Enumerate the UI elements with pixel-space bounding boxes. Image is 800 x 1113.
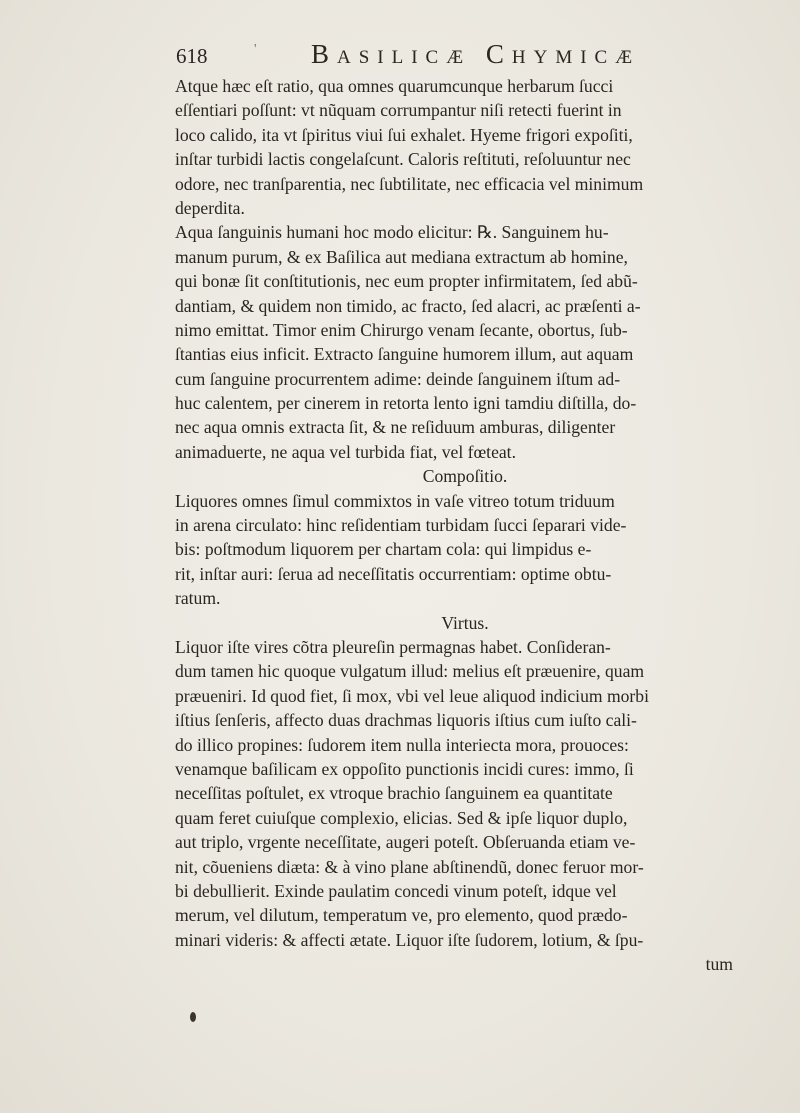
text-line: do illico propines: ſudorem item nulla interiecta mora, prouoces: — [175, 734, 629, 755]
text-line: præueniri. Id quod fiet, ſi mox, vbi vel leue aliquod indicium morbi — [175, 685, 649, 706]
text-line: minari videris: & affecti ætate. Liquor iſte ſudorem, lotium, & ſpu- — [175, 929, 644, 950]
text-line: rit, inſtar auri: ſerua ad neceſſitatis occurrentiam: optime obtu- — [175, 563, 612, 584]
page-header — [170, 36, 790, 76]
header-mark: ' — [254, 42, 257, 57]
text-line: Liquor iſte vires cõtra pleureſin permagnas habet. Conſideran- — [175, 636, 611, 657]
text-line: quam feret cuiuſque complexio, elicias. Sed & ipſe liquor duplo, — [175, 807, 628, 828]
running-title: Basilicæ Chymicæ — [311, 39, 641, 69]
text-line: loco calido, ita vt ſpiritus viui ſui exhalet. Hyeme frigori expoſiti, — [175, 124, 633, 145]
catchword: tum — [705, 954, 733, 975]
text-line: dum tamen hic quoque vulgatum illud: melius eſt præuenire, quam — [175, 661, 645, 682]
text-line: bis: poſtmodum liquorem per chartam cola: qui limpidus e- — [175, 539, 592, 560]
text-line: animaduerte, ne aqua vel turbida fiat, vel fœteat. — [175, 441, 516, 462]
text-line: nit, cõueniens diæta: & à vino plane abſtinendũ, donec feruor mor- — [175, 856, 644, 877]
text-line: odore, nec tranſparentia, nec ſubtilitate, nec efficacia vel minimum — [175, 173, 644, 194]
text-body — [175, 74, 785, 976]
text-line: cum ſanguine procurrentem adime: deinde ſanguinem iſtum ad- — [175, 368, 621, 389]
ink-spot — [190, 1012, 196, 1022]
text-line: deperdita. — [175, 197, 245, 218]
text-line: merum, vel dilutum, temperatum ve, pro elemento, quod prædo- — [175, 905, 628, 926]
text-line: qui bonæ ſit conſtitutionis, nec eum propter infirmitatem, ſed abũ- — [175, 271, 638, 292]
section-heading-compositio: Compoſitio. — [422, 466, 508, 487]
page-number: 618 — [176, 44, 208, 68]
text-line: eſſentiari poſſunt: vt nũquam corrumpantur niſi retecti fuerint in — [175, 100, 622, 121]
text-line: venamque baſilicam ex oppoſito punctionis incidi cures: immo, ſi — [175, 758, 634, 779]
text-line: nec aqua omnis extracta ſit, & ne reſiduum amburas, diligenter — [175, 417, 616, 438]
text-line: iſtius ſenſeris, affecto duas drachmas liquoris iſtius cum iuſto cali- — [175, 710, 637, 731]
text-line: manum purum, & ex Baſilica aut mediana extractum ab homine, — [175, 246, 628, 267]
text-line: in arena circulato: hinc reſidentiam turbidam ſucci ſeparari vide- — [175, 515, 627, 536]
text-line: Atque hæc eſt ratio, qua omnes quarumcunque herbarum ſucci — [175, 76, 614, 96]
section-heading-virtus: Virtus. — [441, 612, 489, 633]
text-line: dantiam, & quidem non timido, ac fracto, ſed alacri, ac præſenti a- — [175, 295, 641, 316]
text-line: huc calentem, per cinerem in retorta lento igni tamdiu diſtilla, do- — [175, 393, 637, 414]
text-line: Aqua ſanguinis humani hoc modo elicitur: ℞. Sanguinem hu- — [175, 222, 609, 243]
text-line: aut triplo, vrgente neceſſitate, augeri poteſt. Obſeruanda etiam ve- — [175, 832, 636, 853]
text-line: Liquores omnes ſimul commixtos in vaſe vitreo totum triduum — [175, 490, 615, 511]
text-line: nimo emittat. Timor enim Chirurgo venam ſecante, obortus, ſub- — [175, 319, 628, 340]
text-line: ratum. — [175, 588, 221, 609]
text-line: ſtantias eius inficit. Extracto ſanguine humorem illum, aut aquam — [175, 344, 634, 365]
text-line: inſtar turbidi lactis congelaſcunt. Caloris reſtituti, reſoluuntur nec — [175, 149, 631, 170]
text-line: neceſſitas poſtulet, ex vtroque brachio ſanguinem ea quantitate — [175, 783, 613, 804]
text-line: bi debullierit. Exinde paulatim concedi vinum poteſt, idque vel — [175, 880, 617, 901]
